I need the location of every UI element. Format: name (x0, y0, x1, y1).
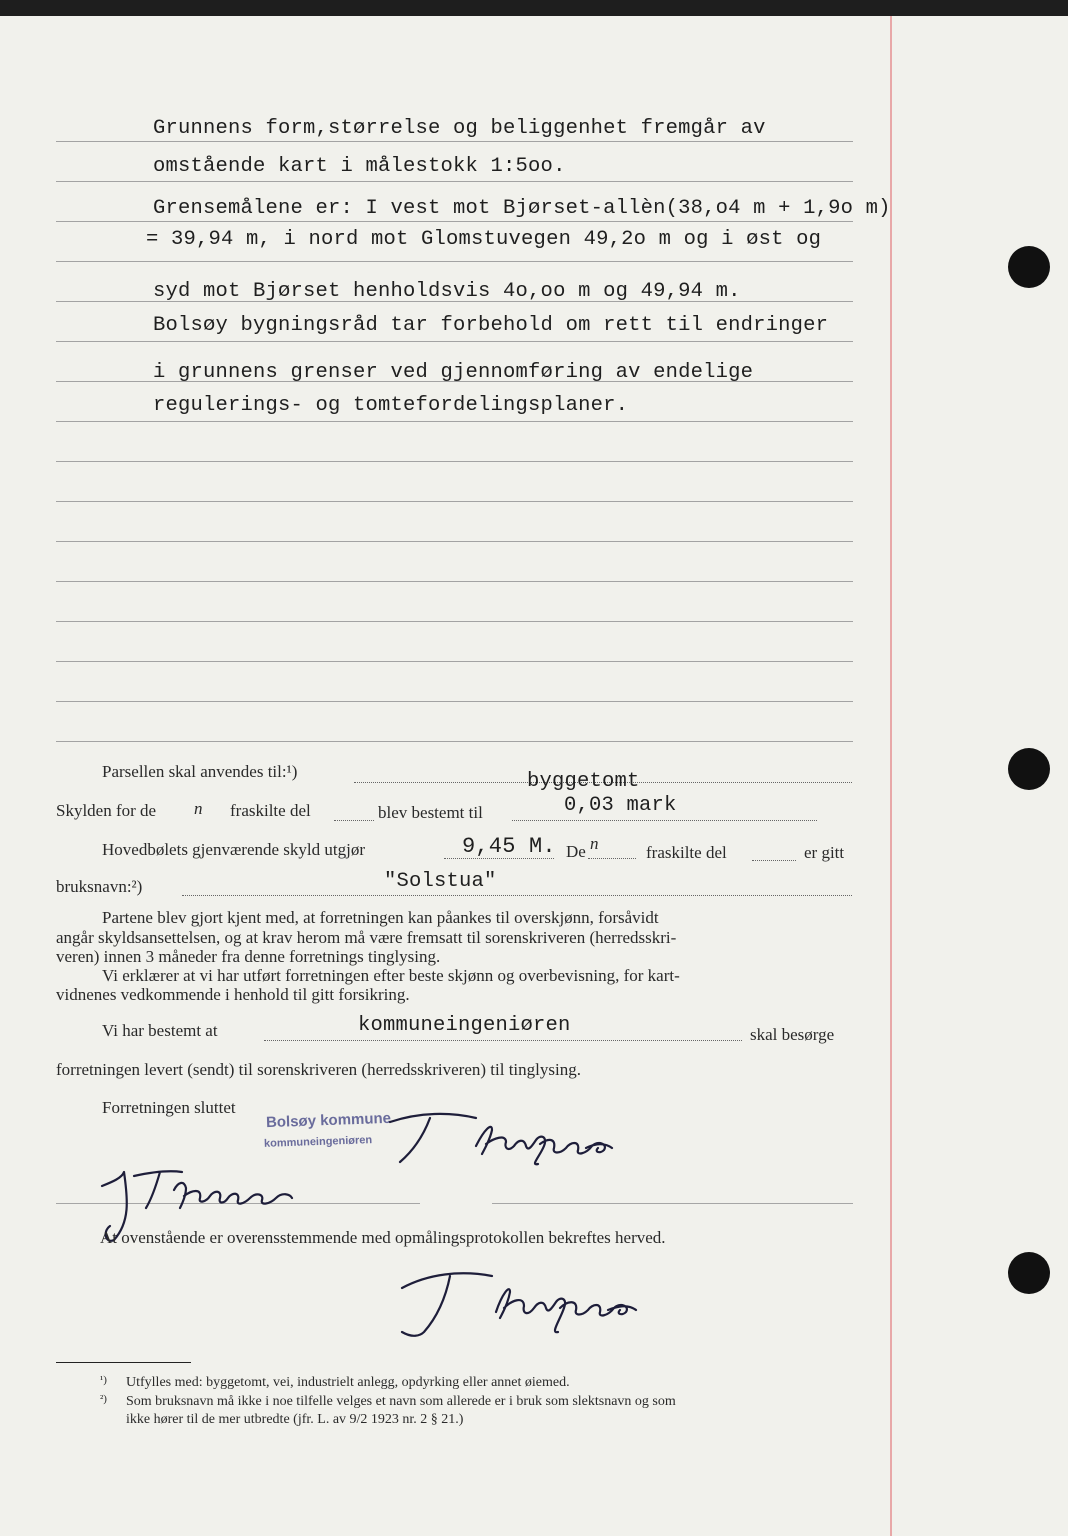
fill-line (264, 1040, 742, 1041)
bestemt-value: kommuneingeniøren (358, 1014, 571, 1037)
typed-line: Bolsøy bygningsråd tar forbehold om rett til endringer (153, 314, 829, 337)
margin-line (890, 16, 892, 1536)
typed-line: Grensemålene er: I vest mot Bjørset-allèn(38,o4 m + 1,9o m) (153, 197, 891, 220)
ruled-line (56, 181, 853, 182)
anvendes-value: byggetomt (527, 770, 640, 793)
bruksnavn-value: "Solstua" (384, 870, 497, 893)
anvendes-label: Parsellen skal anvendes til:¹) (102, 762, 298, 781)
ruled-line (56, 421, 853, 422)
partene-line: Partene blev gjort kjent med, at forretningen kan påankes til overskjønn, forsåvidt (102, 908, 659, 927)
footnote-divider (56, 1362, 191, 1363)
signature-line (492, 1203, 853, 1204)
hoved-value: 9,45 M. (462, 834, 556, 859)
fill-line (588, 858, 636, 859)
ruled-line (56, 701, 853, 702)
skylden-label: blev bestemt til (378, 803, 483, 822)
skylden-value: 0,03 mark (564, 794, 677, 817)
besorge-label: skal besørge (750, 1025, 835, 1044)
ruled-line (56, 141, 853, 142)
den-n: n (590, 834, 599, 853)
ruled-line (56, 341, 853, 342)
bekreftes-line: At ovenstående er overensstemmende med opmålingsprotokollen bekreftes herved. (100, 1228, 666, 1247)
ruled-line (56, 541, 853, 542)
ruled-line (56, 261, 853, 262)
skylden-mid: fraskilte del (230, 801, 311, 820)
footnote-mark: ²) (100, 1393, 107, 1405)
stamp-line: Bolsøy kommune (265, 1109, 392, 1132)
fill-line (752, 860, 796, 861)
signature-3 (392, 1262, 644, 1348)
punch-hole (1008, 748, 1050, 790)
den-prefix: De (566, 842, 586, 861)
typed-line: omstående kart i målestokk 1:5oo. (153, 155, 566, 178)
bruksnavn-label: bruksnavn:²) (56, 877, 143, 896)
fill-line (512, 820, 817, 821)
partene-line: veren) innen 3 måneder fra denne forretnings tinglysing. (56, 947, 441, 966)
typed-line: Grunnens form,størrelse og beliggenhet fremgår av (153, 117, 766, 140)
typed-line: = 39,94 m, i nord mot Glomstuvegen 49,2o m og i øst og (146, 228, 822, 251)
partene-line: angår skyldsansettelsen, og at krav herom må være fremsatt til sorenskriveren (herredsskri- (56, 928, 677, 947)
signature-1 (380, 1108, 630, 1170)
ruled-line (56, 581, 853, 582)
ruled-line (56, 661, 853, 662)
typed-line: regulerings- og tomtefordelingsplaner. (153, 394, 629, 417)
stamp-line: kommuneingeniøren (263, 1134, 373, 1150)
fill-line (182, 895, 852, 896)
den-suffix: er gitt (804, 843, 845, 862)
skylden-n: n (194, 799, 203, 818)
ruled-line (56, 461, 853, 462)
footnote-text: Som bruksnavn må ikke i noe tilfelle velges et navn som allerede er i bruk som slektsnavn og som (126, 1394, 676, 1409)
hoved-label: Hovedbølets gjenværende skyld utgjør (102, 840, 365, 859)
footnote-mark: ¹) (100, 1374, 107, 1386)
scan-top-edge (0, 0, 1068, 16)
den-mid: fraskilte del (646, 843, 727, 862)
fill-line (334, 820, 374, 821)
ruled-line (56, 621, 853, 622)
sluttet-label: Forretningen sluttet (102, 1098, 236, 1117)
ruled-line (56, 501, 853, 502)
typed-line: syd mot Bjørset henholdsvis 4o,oo m og 49,94 m. (153, 280, 741, 303)
ruled-line (56, 221, 853, 222)
bestemt-label: Vi har bestemt at (102, 1021, 218, 1040)
ruled-line (56, 741, 853, 742)
punch-hole (1008, 1252, 1050, 1294)
partene-line: vidnenes vedkommende i henhold til gitt forsikring. (56, 985, 410, 1004)
footnote-text: ikke hører til de mer utbredte (jfr. L. av 9/2 1923 nr. 2 § 21.) (126, 1412, 464, 1427)
punch-hole (1008, 246, 1050, 288)
levert-line: forretningen levert (sendt) til sorenskriveren (herredsskriveren) til tinglysing. (56, 1060, 581, 1079)
partene-line: Vi erklærer at vi har utført forretningen efter beste skjønn og overbevisning, for kart- (102, 966, 680, 985)
skylden-prefix: Skylden for de (56, 801, 157, 820)
footnote-text: Utfylles med: byggetomt, vei, industrielt anlegg, opdyrking eller annet øiemed. (126, 1375, 570, 1390)
typed-line: i grunnens grenser ved gjennomføring av endelige (153, 361, 754, 384)
